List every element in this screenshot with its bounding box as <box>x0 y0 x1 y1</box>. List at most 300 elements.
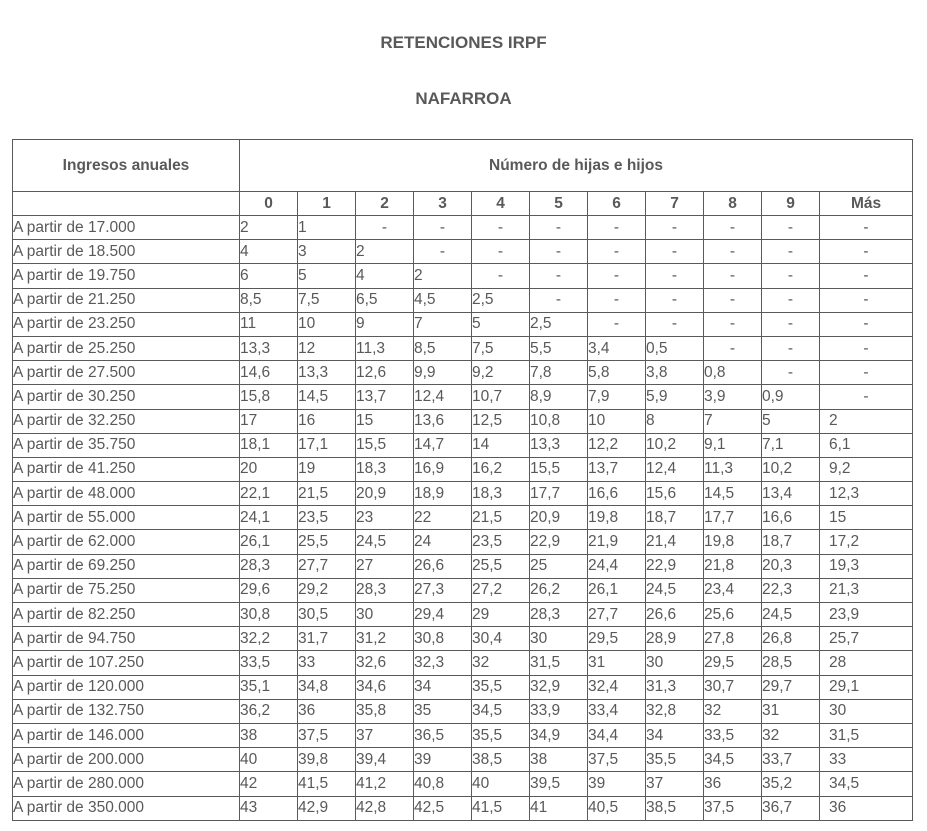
retention-cell: 35,1 <box>240 675 298 699</box>
retention-cell: 16,9 <box>414 457 472 481</box>
retention-cell: 18,7 <box>762 530 820 554</box>
retention-cell: 29,5 <box>704 651 762 675</box>
retention-cell: 20 <box>240 457 298 481</box>
retention-cell: 38 <box>240 723 298 747</box>
retention-cell: 12,4 <box>414 385 472 409</box>
retention-cell: 28,9 <box>646 627 704 651</box>
retention-cell: 13,6 <box>414 409 472 433</box>
column-header-5: 5 <box>530 192 588 216</box>
header-row-main <box>13 140 913 192</box>
retention-cell: 13,7 <box>588 457 646 481</box>
table-row <box>13 264 913 288</box>
retention-cell: 11,3 <box>704 457 762 481</box>
table-row <box>13 506 913 530</box>
retention-cell: 18,3 <box>356 457 414 481</box>
retention-cell: 19,3 <box>820 554 913 578</box>
retention-cell: 39 <box>414 748 472 772</box>
retention-cell: 35,5 <box>472 723 530 747</box>
retention-cell: - <box>646 240 704 264</box>
retention-cell: 34 <box>646 723 704 747</box>
retention-cell: 36 <box>704 772 762 796</box>
retention-cell: 13,3 <box>530 433 588 457</box>
retention-cell: 16 <box>298 409 356 433</box>
retention-cell: 40,8 <box>414 772 472 796</box>
retention-cell: 5,5 <box>530 336 588 360</box>
retention-cell: 28,3 <box>240 554 298 578</box>
retention-cell: 22,9 <box>646 554 704 578</box>
retention-cell: 0,8 <box>704 361 762 385</box>
retention-cell: - <box>820 216 913 240</box>
retention-cell: 28,5 <box>762 651 820 675</box>
column-header-mas: Más <box>820 192 913 216</box>
retention-cell: 33 <box>820 748 913 772</box>
retention-cell: - <box>646 312 704 336</box>
column-header-0: 0 <box>240 192 298 216</box>
retention-cell: 3 <box>298 240 356 264</box>
retention-cell: 29,7 <box>762 675 820 699</box>
retention-cell: 42,9 <box>298 796 356 820</box>
retention-cell: - <box>820 312 913 336</box>
retention-cell: 30 <box>646 651 704 675</box>
table-row <box>13 361 913 385</box>
retention-cell: 31,5 <box>820 723 913 747</box>
retention-cell: 0,5 <box>646 336 704 360</box>
table-row <box>13 699 913 723</box>
retention-cell: 3,8 <box>646 361 704 385</box>
income-bracket-label: A partir de 18.500 <box>13 240 240 264</box>
retention-cell: 27,2 <box>472 578 530 602</box>
column-header-8: 8 <box>704 192 762 216</box>
retention-cell: 4 <box>356 264 414 288</box>
retention-cell: 7,9 <box>588 385 646 409</box>
retention-cell: 37,5 <box>704 796 762 820</box>
retention-cell: 29,5 <box>588 627 646 651</box>
retention-cell: 12,5 <box>472 409 530 433</box>
retention-cell: 14,5 <box>704 482 762 506</box>
document-title: RETENCIONES IRPF <box>380 33 547 52</box>
income-bracket-label: A partir de 21.250 <box>13 288 240 312</box>
retention-cell: 6,1 <box>820 433 913 457</box>
retention-cell: - <box>704 264 762 288</box>
retention-cell: - <box>762 336 820 360</box>
retention-cell: 21,8 <box>704 554 762 578</box>
retention-cell: 41,2 <box>356 772 414 796</box>
retention-cell: 32 <box>704 699 762 723</box>
retention-cell: 29,6 <box>240 578 298 602</box>
retention-cell: 31 <box>762 699 820 723</box>
retention-cell: 8,5 <box>240 288 298 312</box>
retention-cell: 29,2 <box>298 578 356 602</box>
retention-cell: 8,9 <box>530 385 588 409</box>
retention-cell: 36 <box>820 796 913 820</box>
retention-cell: 40,5 <box>588 796 646 820</box>
retention-cell: - <box>530 264 588 288</box>
retention-cell: 18,1 <box>240 433 298 457</box>
retention-cell: 30,5 <box>298 603 356 627</box>
retention-cell: 3,9 <box>704 385 762 409</box>
column-header-3: 3 <box>414 192 472 216</box>
retention-cell: 32,4 <box>588 675 646 699</box>
income-bracket-label: A partir de 17.000 <box>13 216 240 240</box>
retention-cell: 38,5 <box>472 748 530 772</box>
retention-cell: 37 <box>356 723 414 747</box>
retention-cell: - <box>704 240 762 264</box>
header-children: Número de hijas e hijos <box>240 140 913 192</box>
retention-cell: 13,7 <box>356 385 414 409</box>
retention-cell: 32,9 <box>530 675 588 699</box>
retention-cell: 35,2 <box>762 772 820 796</box>
retention-cell: 27,7 <box>588 603 646 627</box>
retention-cell: 28,3 <box>356 578 414 602</box>
table-row <box>13 312 913 336</box>
retention-cell: 31 <box>588 651 646 675</box>
retention-cell: 20,3 <box>762 554 820 578</box>
income-bracket-label: A partir de 19.750 <box>13 264 240 288</box>
retention-cell: 5,8 <box>588 361 646 385</box>
retention-cell: - <box>588 312 646 336</box>
retention-cell: 14 <box>472 433 530 457</box>
income-bracket-label: A partir de 94.750 <box>13 627 240 651</box>
retention-cell: - <box>762 240 820 264</box>
retention-cell: 11,3 <box>356 336 414 360</box>
retention-cell: 15 <box>356 409 414 433</box>
retention-cell: 30 <box>356 603 414 627</box>
retention-cell: 10,7 <box>472 385 530 409</box>
retention-cell: 30,4 <box>472 627 530 651</box>
retention-cell: 25,5 <box>472 554 530 578</box>
retention-cell: 15 <box>820 506 913 530</box>
retention-cell: 29,1 <box>820 675 913 699</box>
table-row <box>13 288 913 312</box>
retention-cell: 26,8 <box>762 627 820 651</box>
retention-cell: 15,5 <box>356 433 414 457</box>
retention-cell: 39 <box>588 772 646 796</box>
retention-cell: 15,8 <box>240 385 298 409</box>
retention-cell: 39,4 <box>356 748 414 772</box>
column-header-6: 6 <box>588 192 646 216</box>
retention-cell: 12,3 <box>820 482 913 506</box>
retention-cell: 20,9 <box>356 482 414 506</box>
retention-cell: 22,1 <box>240 482 298 506</box>
retention-cell: 34,5 <box>472 699 530 723</box>
income-bracket-label: A partir de 120.000 <box>13 675 240 699</box>
retention-cell: 32,6 <box>356 651 414 675</box>
table-row <box>13 651 913 675</box>
retention-cell: 41,5 <box>298 772 356 796</box>
retention-cell: 7 <box>414 312 472 336</box>
retention-cell: - <box>472 240 530 264</box>
retention-cell: 12 <box>298 336 356 360</box>
table-row <box>13 627 913 651</box>
retention-cell: 30 <box>820 699 913 723</box>
document-subtitle: NAFARROA <box>415 89 512 108</box>
column-header-7: 7 <box>646 192 704 216</box>
retention-cell: 21,4 <box>646 530 704 554</box>
retention-cell: 18,3 <box>472 482 530 506</box>
retention-cell: 5 <box>298 264 356 288</box>
income-bracket-label: A partir de 350.000 <box>13 796 240 820</box>
retention-cell: 40 <box>472 772 530 796</box>
retention-cell: 19,8 <box>704 530 762 554</box>
retention-cell: 29 <box>472 603 530 627</box>
retention-cell: 14,7 <box>414 433 472 457</box>
income-bracket-label: A partir de 27.500 <box>13 361 240 385</box>
table-row <box>13 772 913 796</box>
retention-cell: 14,5 <box>298 385 356 409</box>
retention-cell: 23 <box>356 506 414 530</box>
income-bracket-label: A partir de 32.250 <box>13 409 240 433</box>
retention-cell: 19,8 <box>588 506 646 530</box>
retention-cell: 5,9 <box>646 385 704 409</box>
retention-cell: 9 <box>356 312 414 336</box>
retention-cell: 10,2 <box>646 433 704 457</box>
retention-cell: 7,1 <box>762 433 820 457</box>
retention-cell: 32 <box>472 651 530 675</box>
retention-cell: 2 <box>240 216 298 240</box>
retention-cell: - <box>762 288 820 312</box>
retention-cell: 41,5 <box>472 796 530 820</box>
retention-cell: 34,6 <box>356 675 414 699</box>
retention-cell: - <box>704 312 762 336</box>
retention-cell: - <box>704 288 762 312</box>
retention-cell: 31,2 <box>356 627 414 651</box>
retention-cell: 24,5 <box>356 530 414 554</box>
retention-cell: 4,5 <box>414 288 472 312</box>
retention-cell: - <box>414 216 472 240</box>
retention-cell: 9,9 <box>414 361 472 385</box>
retention-cell: 18,9 <box>414 482 472 506</box>
table-row <box>13 409 913 433</box>
income-bracket-label: A partir de 69.250 <box>13 554 240 578</box>
retention-cell: 7 <box>704 409 762 433</box>
retention-cell: 35,5 <box>472 675 530 699</box>
retention-cell: 6,5 <box>356 288 414 312</box>
income-bracket-label: A partir de 35.750 <box>13 433 240 457</box>
retention-cell: 10,8 <box>530 409 588 433</box>
retention-cell: 30 <box>530 627 588 651</box>
retention-cell: - <box>588 288 646 312</box>
retention-cell: 23,5 <box>298 506 356 530</box>
retention-cell: 33,7 <box>762 748 820 772</box>
retention-cell: 12,6 <box>356 361 414 385</box>
irpf-retention-table <box>12 139 913 821</box>
retention-cell: 37,5 <box>298 723 356 747</box>
retention-cell: 17,2 <box>820 530 913 554</box>
retention-cell: 34,5 <box>704 748 762 772</box>
retention-cell: 31,7 <box>298 627 356 651</box>
income-bracket-label: A partir de 23.250 <box>13 312 240 336</box>
retention-cell: 31,5 <box>530 651 588 675</box>
retention-cell: 9,1 <box>704 433 762 457</box>
retention-cell: 22 <box>414 506 472 530</box>
retention-cell: 18,7 <box>646 506 704 530</box>
retention-cell: 12,4 <box>646 457 704 481</box>
retention-cell: 30,8 <box>414 627 472 651</box>
table-row <box>13 748 913 772</box>
retention-cell: - <box>472 264 530 288</box>
retention-cell: 36,2 <box>240 699 298 723</box>
income-bracket-label: A partir de 75.250 <box>13 578 240 602</box>
retention-cell: 4 <box>240 240 298 264</box>
retention-cell: 13,4 <box>762 482 820 506</box>
retention-cell: 2 <box>356 240 414 264</box>
retention-cell: 7,5 <box>472 336 530 360</box>
table-row <box>13 530 913 554</box>
table-row <box>13 723 913 747</box>
retention-cell: 5 <box>762 409 820 433</box>
retention-cell: 13,3 <box>298 361 356 385</box>
retention-cell: 17,1 <box>298 433 356 457</box>
retention-cell: - <box>820 385 913 409</box>
retention-cell: 22,3 <box>762 578 820 602</box>
retention-cell: 38 <box>530 748 588 772</box>
retention-cell: 32,3 <box>414 651 472 675</box>
retention-cell: 2,5 <box>472 288 530 312</box>
retention-cell: 10 <box>298 312 356 336</box>
retention-cell: 16,6 <box>762 506 820 530</box>
table-row <box>13 675 913 699</box>
header-blank-cell <box>13 192 240 216</box>
retention-cell: - <box>530 240 588 264</box>
retention-cell: 34,4 <box>588 723 646 747</box>
retention-cell: 2 <box>820 409 913 433</box>
retention-cell: - <box>820 288 913 312</box>
retention-cell: - <box>820 336 913 360</box>
retention-cell: 10,2 <box>762 457 820 481</box>
table-row <box>13 796 913 820</box>
retention-cell: 2 <box>414 264 472 288</box>
retention-cell: 36,5 <box>414 723 472 747</box>
retention-cell: 26,1 <box>240 530 298 554</box>
retention-cell: 25,5 <box>298 530 356 554</box>
retention-cell: 37,5 <box>588 748 646 772</box>
retention-cell: 30,8 <box>240 603 298 627</box>
income-bracket-label: A partir de 25.250 <box>13 336 240 360</box>
retention-cell: - <box>762 361 820 385</box>
retention-cell: - <box>472 216 530 240</box>
retention-cell: 35,8 <box>356 699 414 723</box>
retention-cell: 14,6 <box>240 361 298 385</box>
retention-cell: 10 <box>588 409 646 433</box>
income-bracket-label: A partir de 62.000 <box>13 530 240 554</box>
retention-cell: 35 <box>414 699 472 723</box>
income-bracket-label: A partir de 107.250 <box>13 651 240 675</box>
retention-cell: - <box>530 216 588 240</box>
retention-cell: - <box>356 216 414 240</box>
retention-cell: 32,8 <box>646 699 704 723</box>
retention-cell: 19 <box>298 457 356 481</box>
retention-cell: 36,7 <box>762 796 820 820</box>
retention-cell: 9,2 <box>820 457 913 481</box>
income-bracket-label: A partir de 82.250 <box>13 603 240 627</box>
retention-cell: 34 <box>414 675 472 699</box>
retention-cell: 15,5 <box>530 457 588 481</box>
retention-cell: - <box>588 240 646 264</box>
retention-cell: 0,9 <box>762 385 820 409</box>
retention-cell: 8 <box>646 409 704 433</box>
retention-cell: - <box>762 312 820 336</box>
retention-cell: 7,5 <box>298 288 356 312</box>
retention-cell: 42,5 <box>414 796 472 820</box>
retention-cell: 21,5 <box>298 482 356 506</box>
table-row <box>13 482 913 506</box>
table-row <box>13 216 913 240</box>
retention-cell: - <box>704 216 762 240</box>
retention-cell: 27,3 <box>414 578 472 602</box>
retention-cell: - <box>646 264 704 288</box>
retention-cell: - <box>820 240 913 264</box>
column-header-1: 1 <box>298 192 356 216</box>
retention-cell: 21,5 <box>472 506 530 530</box>
retention-cell: 2,5 <box>530 312 588 336</box>
retention-cell: 27 <box>356 554 414 578</box>
retention-cell: 24,5 <box>646 578 704 602</box>
header-income: Ingresos anuales <box>13 140 240 192</box>
retention-cell: - <box>762 216 820 240</box>
retention-cell: 15,6 <box>646 482 704 506</box>
retention-cell: 34,5 <box>820 772 913 796</box>
retention-cell: 16,6 <box>588 482 646 506</box>
retention-cell: 39,5 <box>530 772 588 796</box>
retention-cell: 1 <box>298 216 356 240</box>
retention-cell: 30,7 <box>704 675 762 699</box>
retention-cell: 13,3 <box>240 336 298 360</box>
table-body <box>13 216 913 821</box>
retention-cell: 43 <box>240 796 298 820</box>
retention-cell: 5 <box>472 312 530 336</box>
retention-cell: 27,8 <box>704 627 762 651</box>
retention-cell: - <box>588 216 646 240</box>
retention-cell: - <box>704 336 762 360</box>
retention-cell: 22,9 <box>530 530 588 554</box>
retention-cell: 26,1 <box>588 578 646 602</box>
retention-cell: 9,2 <box>472 361 530 385</box>
retention-cell: 17 <box>240 409 298 433</box>
retention-cell: 11 <box>240 312 298 336</box>
retention-cell: 34,9 <box>530 723 588 747</box>
income-bracket-label: A partir de 41.250 <box>13 457 240 481</box>
income-bracket-label: A partir de 200.000 <box>13 748 240 772</box>
table-row <box>13 336 913 360</box>
retention-cell: - <box>530 288 588 312</box>
table-row <box>13 603 913 627</box>
retention-cell: 17,7 <box>530 482 588 506</box>
retention-cell: 27,7 <box>298 554 356 578</box>
income-bracket-label: A partir de 30.250 <box>13 385 240 409</box>
column-header-9: 9 <box>762 192 820 216</box>
retention-cell: 7,8 <box>530 361 588 385</box>
retention-cell: 33,5 <box>704 723 762 747</box>
retention-cell: 35,5 <box>646 748 704 772</box>
retention-cell: 34,8 <box>298 675 356 699</box>
table-row <box>13 433 913 457</box>
retention-cell: 12,2 <box>588 433 646 457</box>
retention-cell: 32,2 <box>240 627 298 651</box>
retention-cell: - <box>646 216 704 240</box>
income-bracket-label: A partir de 280.000 <box>13 772 240 796</box>
retention-cell: 23,4 <box>704 578 762 602</box>
table-row <box>13 554 913 578</box>
retention-cell: 26,2 <box>530 578 588 602</box>
retention-cell: 28 <box>820 651 913 675</box>
table-row <box>13 578 913 602</box>
income-bracket-label: A partir de 48.000 <box>13 482 240 506</box>
retention-cell: 21,3 <box>820 578 913 602</box>
income-bracket-label: A partir de 146.000 <box>13 723 240 747</box>
retention-cell: 26,6 <box>646 603 704 627</box>
retention-cell: 32 <box>762 723 820 747</box>
table-row <box>13 385 913 409</box>
